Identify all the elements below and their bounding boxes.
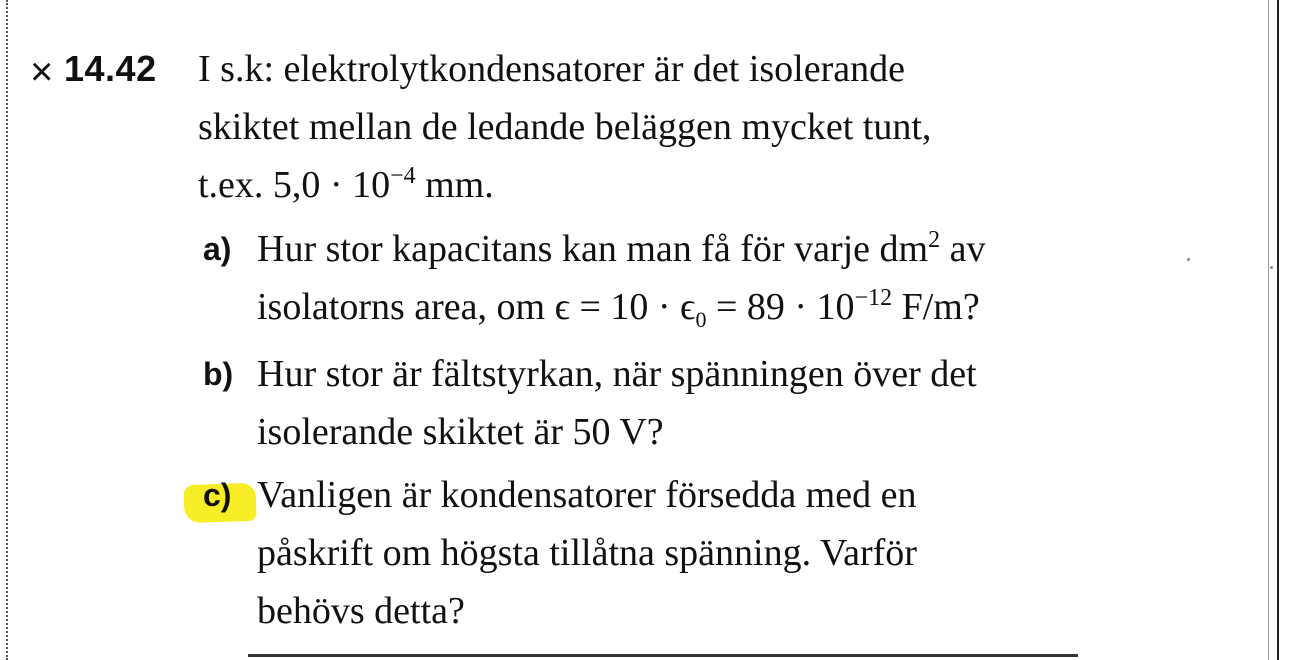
subscript: 0 [695, 307, 707, 332]
part-a-text-segment: av [940, 228, 986, 270]
exponent: −12 [854, 285, 893, 311]
part-c-text [257, 466, 1197, 640]
cross-mark-icon: × [30, 50, 54, 94]
part-a-text [257, 220, 1197, 336]
problem-intro [198, 40, 1198, 214]
exponent: −4 [390, 163, 416, 189]
part-c-label: c) [203, 477, 232, 513]
part-c-line: behövs detta? [257, 590, 465, 632]
part-c-line: Vanligen är kondensatorer försedda med en [257, 474, 917, 516]
page-left-edge [6, 0, 8, 660]
bottom-rule [248, 654, 1078, 657]
intro-line: skiktet mellan de ledande beläggen mycket tunt, [198, 106, 932, 148]
part-b-line: Hur stor är fältstyrkan, när spänningen över det [257, 353, 977, 395]
part-b-line: isolerande skiktet är 50 V? [257, 411, 664, 453]
part-a-line [257, 278, 1197, 336]
part-b-label: b) [203, 356, 234, 392]
page-right-edge-shadow [1268, 0, 1269, 660]
part-c-line: påskrift om högsta tillåtna spänning. Varför [257, 532, 917, 574]
intro-text: mm. [415, 164, 494, 206]
part-a-text-segment: = 89 · 10 [706, 286, 855, 328]
problem-number: 14.42 [64, 48, 157, 89]
part-b-text [257, 345, 1197, 461]
intro-line [198, 156, 1198, 214]
part-a-text-segment: isolatorns area, om ϵ = 10 · ϵ [257, 286, 696, 328]
part-a-text-segment: Hur stor kapacitans kan man få för varje dm [257, 228, 929, 270]
page-right-edge [1277, 0, 1279, 660]
part-a-text-segment: F/m? [892, 286, 980, 328]
exponent: 2 [928, 227, 941, 253]
scan-speck [1270, 266, 1273, 269]
intro-text: t.ex. 5,0 · 10 [198, 164, 391, 206]
part-a-line [257, 220, 1197, 278]
part-a-label: a) [203, 231, 232, 267]
intro-line: I s.k: elektrolytkondensatorer är det isolerande [198, 48, 905, 90]
